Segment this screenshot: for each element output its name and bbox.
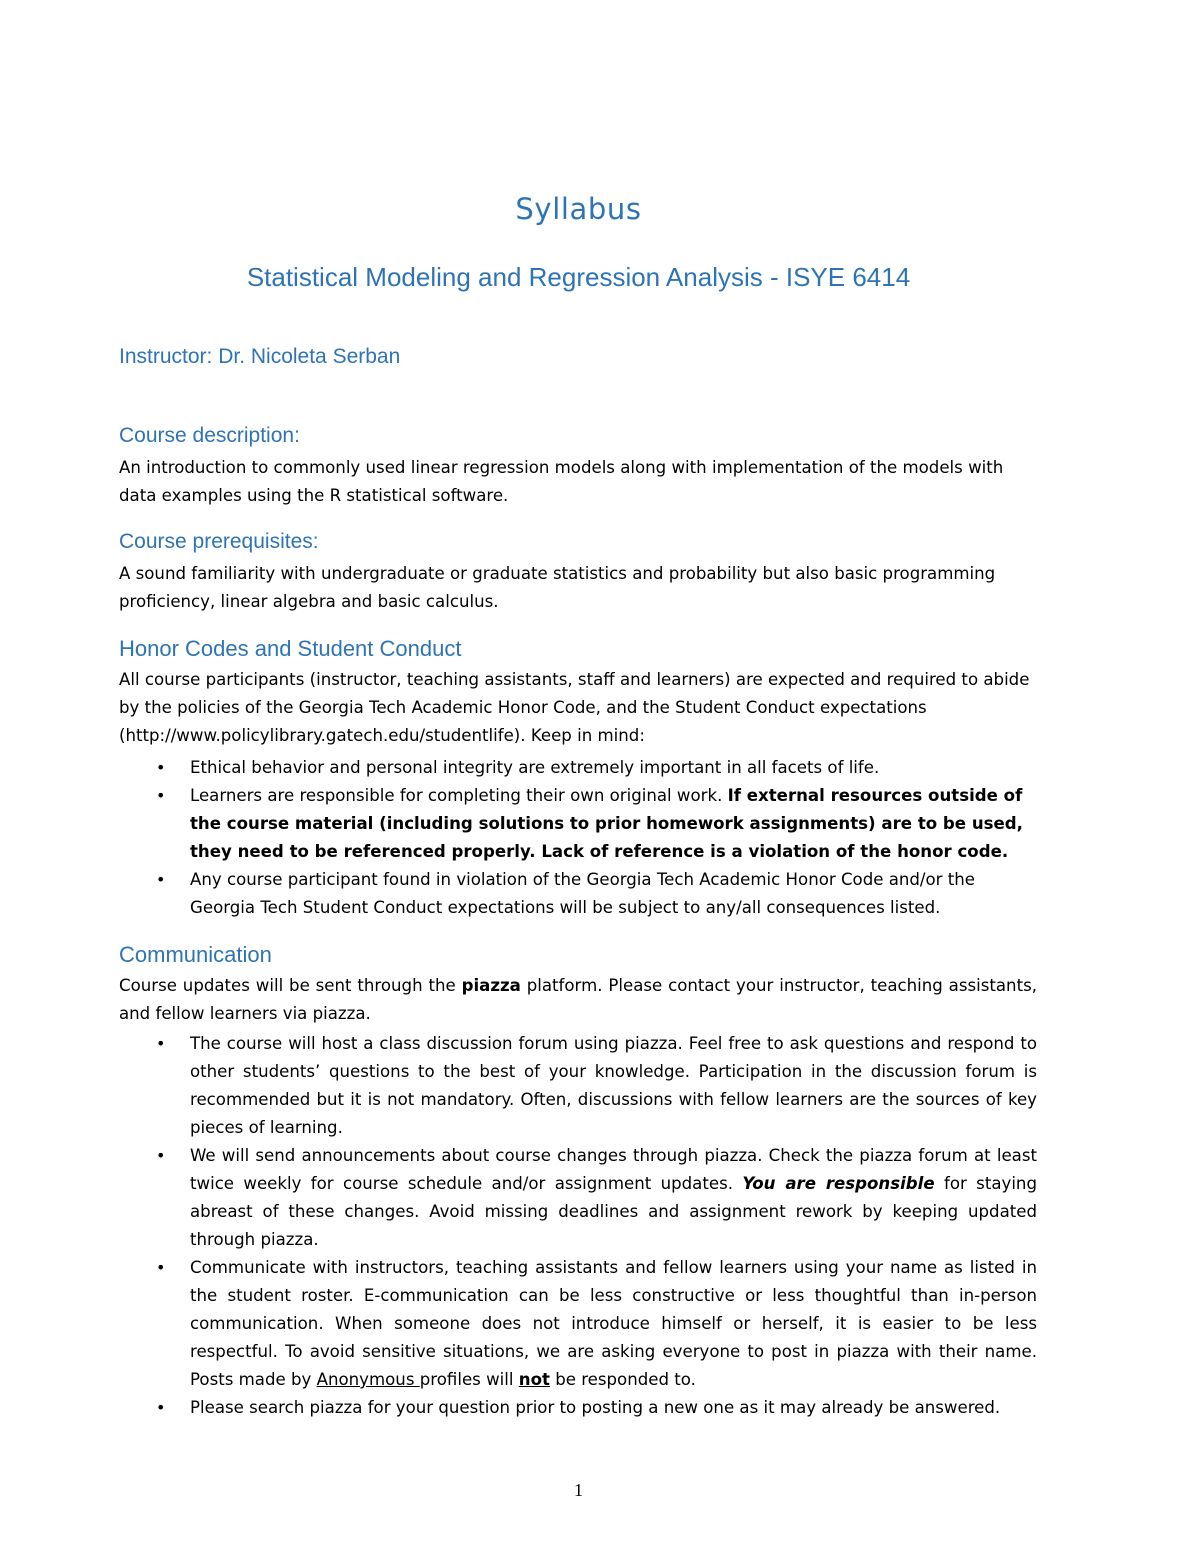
course-prerequisites-heading: Course prerequisites: [119,530,319,553]
bullet-icon: • [156,870,166,889]
list-item [0,782,1037,866]
bullet-icon: • [156,1034,166,1053]
honor-codes-heading: Honor Codes and Student Conduct [119,636,462,661]
honor-codes-list [0,754,1200,922]
list-item-text: Ethical behavior and personal integrity are extremely important in all facets of life. [190,758,880,777]
communication-heading: Communication [119,942,272,967]
list-item-text-mid: profiles will [419,1370,519,1389]
not-emphasis: not [518,1370,550,1389]
responsibility-emphasis: You are responsible [742,1174,935,1193]
list-item-text: Any course participant found in violation of the Georgia Tech Academic Honor Code and/or the Georgia Tech Student Conduct expectations will be subject to any/all consequences listed. [190,870,976,917]
instructor-line: Instructor: Dr. Nicoleta Serban [119,345,401,368]
list-item [0,866,1037,922]
communication-list [0,1030,1200,1422]
list-item-text: Please search piazza for your question prior to posting a new one as it may already be answered. [190,1398,1001,1417]
bullet-icon: • [156,1146,166,1165]
honor-codes-text: All course participants (instructor, teaching assistants, staff and learners) are expected and required to abide by the policies of the Georgia Tech Academic Honor Code, and the Student Conduct expectations (http://www.policylibrary.gatech.edu/studentlife). Keep in mind: [119,670,1030,745]
course-prerequisites-text: A sound familiarity with undergraduate or graduate statistics and probability but also basic programming proficiency, linear algebra and basic calculus. [119,564,996,611]
piazza-emphasis: piazza [461,976,521,995]
anonymous-underlined: Anonymous [316,1370,420,1389]
page-number: 1 [574,1480,583,1500]
bullet-icon: • [156,1258,166,1277]
course-description-heading: Course description: [119,424,300,447]
list-item-text: Learners are responsible for completing their own original work. [190,786,728,805]
list-item-text-rest: for staying abreast of these changes. Avoid missing deadlines and assignment rework by keeping updated through piazza. [190,1174,1037,1249]
list-item-text-rest: be responded to. [549,1370,696,1389]
list-item [0,1254,1037,1394]
course-description-text: An introduction to commonly used linear regression models along with implementation of the models with data examples using the R statistical software. [119,458,1004,505]
list-item [0,1394,1037,1422]
list-item [0,1030,1037,1142]
course-subtitle: Statistical Modeling and Regression Analysis - ISYE 6414 [246,262,911,292]
list-item-text: Communicate with instructors, teaching assistants and fellow learners using your name as listed in the student roster. E-communication can be less constructive or less thoughtful than in-person communication. When someone does not introduce himself or herself, it is easier to be less respectful. To avoid sensitive situations, we are asking everyone to post in piazza with their name. Posts made by [190,1258,1037,1389]
bullet-icon: • [156,786,166,805]
list-item-text: The course will host a class discussion forum using piazza. Feel free to ask questions and respond to other students’ questions to the best of your knowledge. Participation in the discussion forum is recommended but it is not mandatory. Often, discussions with fellow learners are the sources of key pieces of learning. [190,1034,1037,1137]
list-item-text: We will send announcements about course changes through piazza. Check the piazza forum at least twice weekly for course schedule and/or assignment updates. [190,1146,1037,1193]
communication-intro-text: Course updates will be sent through the [119,976,462,995]
bullet-icon: • [156,1398,166,1417]
list-item [0,754,1037,782]
bullet-icon: • [156,758,166,777]
page-title: Syllabus [515,192,642,226]
list-item [0,1142,1037,1254]
communication-intro [119,972,1037,1028]
communication-intro-rest: platform. Please contact your instructor, teaching assistants, and fellow learners via piazza. [119,976,1037,1023]
list-item-bold-text: If external resources outside of the course material (including solutions to prior homework assignments) are to be used, they need to be referenced properly. Lack of reference is a violation of the honor code. [190,786,1023,861]
